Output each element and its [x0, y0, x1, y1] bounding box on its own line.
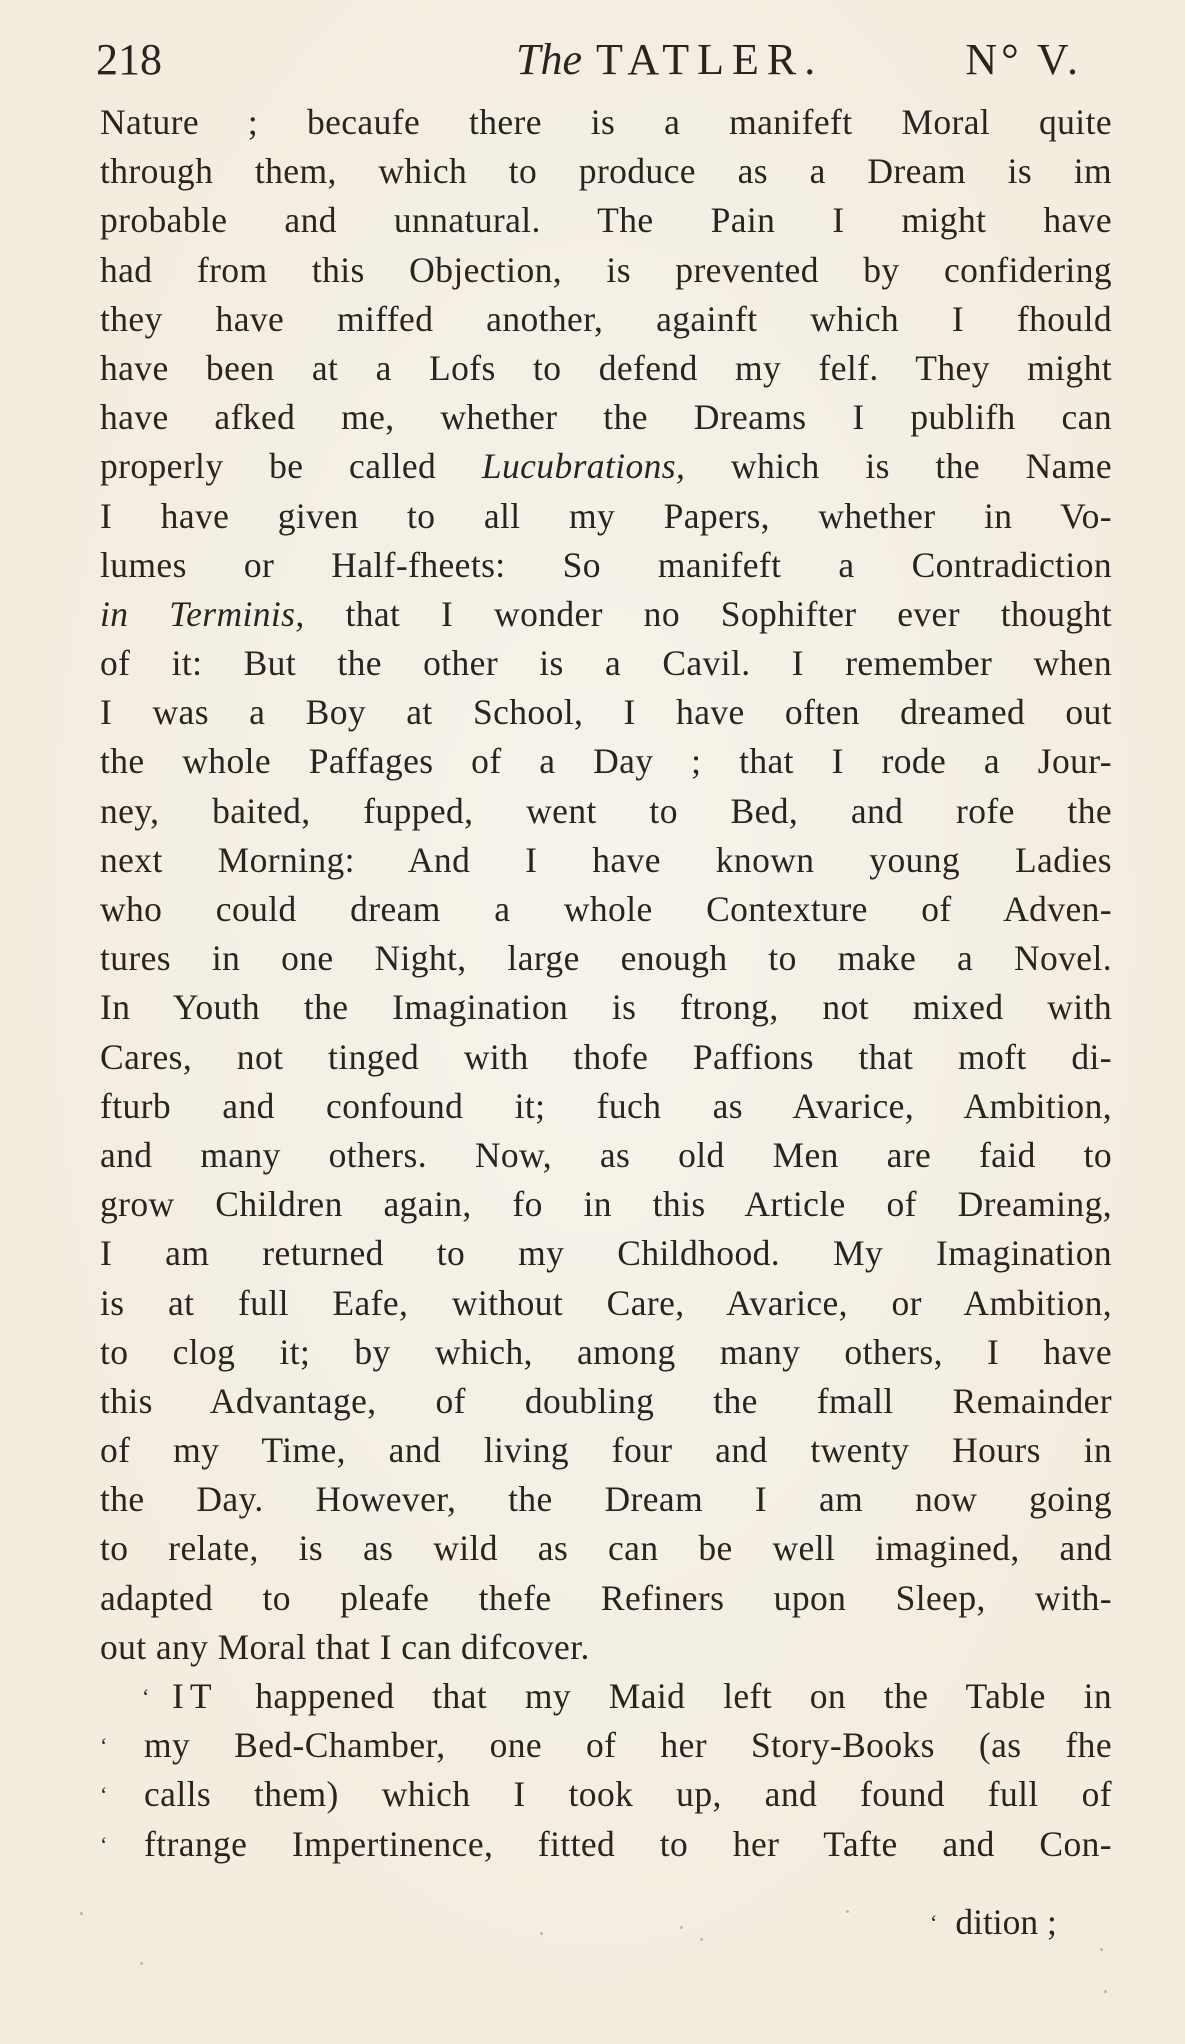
text-fragment: ftrange Impertinence, fitted to her Tafte and Con-	[144, 1823, 1112, 1864]
text-line: the whole Paffages of a Day ; that I rode a Jour-	[100, 741, 1112, 782]
text-line: grow Children again, fo in this Article of Dreaming,	[100, 1184, 1112, 1225]
text-line: through them, which to produce as a Dream is im	[100, 151, 1112, 192]
text-block	[100, 98, 1112, 1869]
quote-mark: ‘	[100, 1831, 108, 1857]
text-fragment: my Bed-Chamber, one of her Story-Books (as fhe	[144, 1725, 1112, 1766]
text-line: who could dream a whole Contexture of Adven-	[100, 889, 1112, 929]
text-fragment: which is the Name	[730, 446, 1112, 487]
text-line: adapted to pleafe thefe Refiners upon Sleep, with-	[100, 1577, 1112, 1618]
text-line: to relate, is as wild as can be well imagined, and	[100, 1528, 1112, 1569]
running-header	[96, 30, 1096, 90]
quote-line	[100, 1672, 1112, 1721]
text-fragment: calls them) which I took up, and found full of	[144, 1774, 1112, 1815]
text-line: ney, baited, fupped, went to Bed, and rofe the	[100, 790, 1112, 831]
text-line: In Youth the Imagination is ftrong, not mixed with	[100, 987, 1112, 1028]
text-line: have been at a Lofs to defend my felf. They might	[100, 347, 1112, 388]
catchword-text: dition ;	[955, 1902, 1057, 1942]
text-line: I have given to all my Papers, whether in Vo-	[100, 495, 1112, 536]
text-line: to clog it; by which, among many others, I have	[100, 1331, 1112, 1372]
text-line: I was a Boy at School, I have often dreamed out	[100, 692, 1112, 733]
text-fragment: that I wonder no Sophifter ever thought	[345, 593, 1112, 634]
text-line: they have miffed another, againft which I fhould	[100, 298, 1112, 339]
running-title-caps: TATLER.	[596, 35, 824, 84]
quote-mark: ‘	[142, 1684, 150, 1709]
text-line: and many others. Now, as old Men are faid to	[100, 1134, 1112, 1175]
text-line: next Morning: And I have known young Ladies	[100, 839, 1112, 880]
quote-mark: ‘	[100, 1733, 108, 1759]
text-line: tures in one Night, large enough to make a Novel.	[100, 938, 1112, 979]
text-line	[100, 442, 1112, 491]
text-line: have afked me, whether the Dreams I publifh can	[100, 397, 1112, 438]
running-title-italic: The	[516, 35, 582, 84]
italic-term-lucubrations: Lucubrations,	[481, 446, 686, 487]
catchword	[930, 1898, 1057, 1947]
text-line: this Advantage, of doubling the fmall Remainder	[100, 1380, 1112, 1421]
text-line	[100, 590, 1112, 639]
text-line: of it: But the other is a Cavil. I remember when	[100, 643, 1112, 684]
quote-mark: ‘	[930, 1910, 938, 1935]
text-line: I am returned to my Childhood. My Imagination	[100, 1233, 1112, 1274]
small-caps-opening: IT	[172, 1676, 218, 1716]
quote-line	[100, 1721, 1112, 1770]
running-title	[516, 30, 823, 90]
text-fragment: happened that my Maid left on the Table in	[255, 1676, 1112, 1716]
quote-mark: ‘	[100, 1782, 108, 1808]
text-line: Cares, not tinged with thofe Paffions that moft di-	[100, 1036, 1112, 1077]
quote-line	[100, 1770, 1112, 1819]
issue-number: N° V.	[965, 35, 1082, 84]
text-line: of my Time, and living four and twenty Hours in	[100, 1430, 1112, 1471]
page-number: 218	[96, 35, 162, 84]
text-line: probable and unnatural. The Pain I might have	[100, 200, 1112, 241]
text-line: is at full Eafe, without Care, Avarice, or Ambition,	[100, 1282, 1112, 1323]
text-fragment: properly be called	[100, 446, 437, 487]
italic-term-in-terminis: in Terminis,	[100, 593, 305, 634]
text-line: fturb and confound it; fuch as Avarice, Ambition,	[100, 1085, 1112, 1126]
text-line: out any Moral that I can difcover.	[100, 1626, 590, 1667]
quote-line	[100, 1820, 1112, 1869]
text-line: Nature ; becaufe there is a manifeft Moral quite	[100, 102, 1112, 142]
text-line: had from this Objection, is prevented by confidering	[100, 249, 1112, 290]
text-line: lumes or Half-fheets: So manifeft a Contradiction	[100, 544, 1112, 585]
text-line: the Day. However, the Dream I am now going	[100, 1479, 1112, 1520]
